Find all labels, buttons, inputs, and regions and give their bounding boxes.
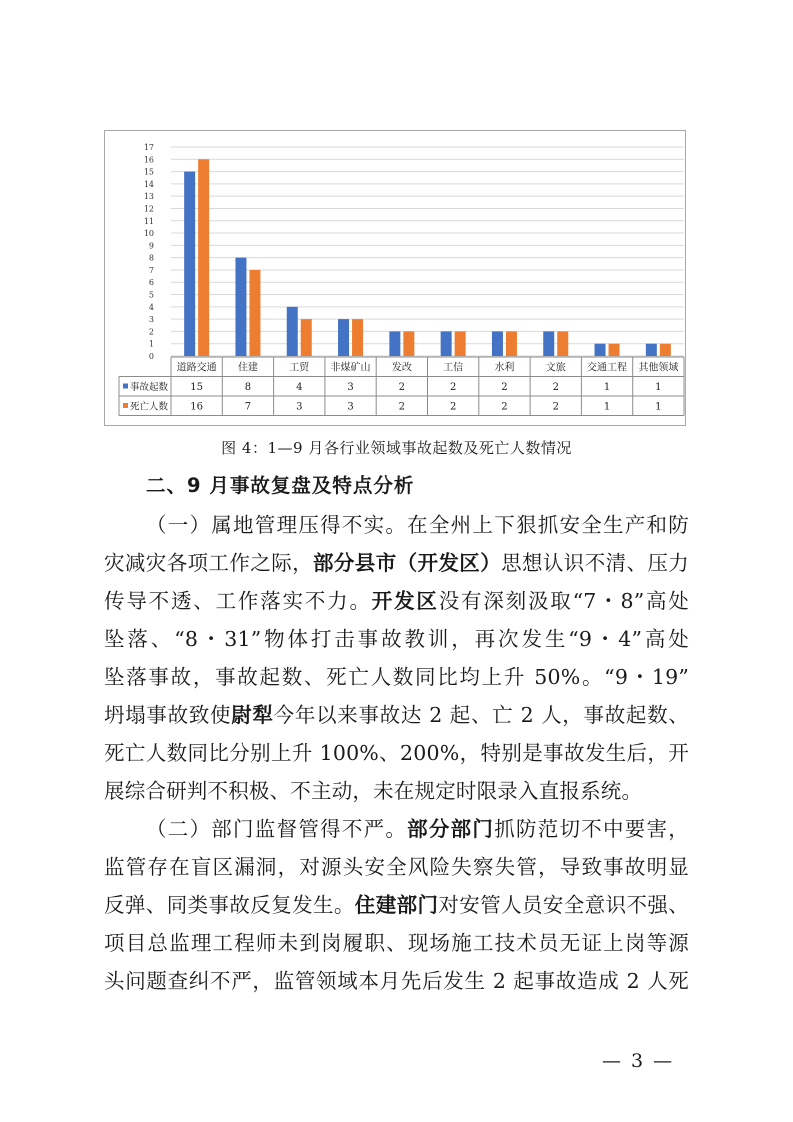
y-tick-label: 17 bbox=[143, 143, 154, 152]
text-run: （二）部门监督管得不严。 bbox=[146, 817, 408, 841]
paragraph-line bbox=[104, 546, 689, 576]
y-tick-label: 7 bbox=[148, 265, 154, 275]
category-label: 其他领域 bbox=[638, 362, 679, 374]
category-label: 非煤矿山 bbox=[330, 362, 371, 374]
paragraph-line bbox=[146, 508, 689, 538]
text-run: 灾减灾各项工作之际， bbox=[104, 551, 313, 575]
table-value: 2 bbox=[449, 382, 457, 393]
text-run: 传导不透、工作落实不力。 bbox=[104, 589, 372, 613]
paragraph-line bbox=[104, 698, 689, 728]
table-value: 2 bbox=[552, 382, 559, 393]
table-value: 4 bbox=[296, 382, 303, 393]
y-tick-label: 8 bbox=[148, 253, 154, 263]
bar-deaths bbox=[352, 319, 363, 356]
text-run: 坍塌事故致使 bbox=[104, 703, 232, 727]
paragraph-line bbox=[146, 812, 689, 842]
legend-key bbox=[123, 384, 128, 389]
table-value: 2 bbox=[398, 401, 406, 413]
legend-label: 事故起数 bbox=[130, 382, 169, 393]
bar-deaths bbox=[609, 344, 620, 356]
bar-accidents bbox=[235, 258, 246, 356]
text-run: 项目总监理工程师未到岗履职、现场施工技术员无证上岗等源 bbox=[104, 931, 689, 955]
bar-accidents bbox=[287, 307, 298, 356]
y-tick-label: 15 bbox=[143, 167, 154, 177]
y-tick-label: 11 bbox=[143, 216, 154, 226]
table-value: 15 bbox=[190, 382, 204, 393]
text-run: 死亡人数同比分别上升 100%、200%，特别是事故发生后，开 bbox=[104, 741, 689, 765]
table-value: 1 bbox=[603, 382, 611, 393]
bar-chart bbox=[105, 131, 685, 425]
emphasis-text: 部分部门 bbox=[407, 817, 495, 841]
bar-accidents bbox=[492, 331, 503, 356]
text-run: 没有深刻汲取“7・8”高处 bbox=[438, 589, 689, 613]
paragraph-line bbox=[104, 622, 689, 652]
text-run: 今年以来事故达 2 起、亡 2 人，事故起数、 bbox=[273, 703, 690, 727]
bar-deaths bbox=[506, 331, 517, 356]
bar-accidents bbox=[595, 344, 606, 356]
y-tick-label: 5 bbox=[148, 290, 154, 300]
bar-accidents bbox=[389, 331, 400, 356]
legend-key bbox=[123, 403, 128, 408]
paragraph-line bbox=[104, 774, 689, 804]
figure-caption: 图 4：1—9 月各行业领域事故起数及死亡人数情况 bbox=[221, 439, 572, 457]
bar-accidents bbox=[441, 331, 452, 356]
emphasis-text: 尉犁 bbox=[231, 703, 274, 727]
text-run: 坠落、“8・31”物体打击事故教训，再次发生“9・4”高处 bbox=[104, 627, 689, 651]
y-tick-label: 14 bbox=[143, 179, 154, 189]
text-run: 反弹、同类事故反复发生。 bbox=[104, 893, 355, 917]
table-value: 2 bbox=[449, 401, 457, 413]
y-tick-label: 0 bbox=[148, 352, 154, 361]
category-label: 发改 bbox=[391, 362, 412, 374]
bar-deaths bbox=[557, 331, 568, 356]
y-tick-label: 13 bbox=[143, 192, 154, 202]
table-value: 1 bbox=[655, 401, 662, 413]
text-run: 坠落事故，事故起数、死亡人数同比均上升 50%。“9・19” bbox=[104, 665, 689, 689]
paragraph-line bbox=[104, 964, 689, 994]
y-tick-label: 9 bbox=[148, 241, 154, 251]
emphasis-text: 开发区 bbox=[371, 589, 439, 613]
bar-deaths bbox=[660, 344, 671, 356]
table-value: 7 bbox=[244, 401, 252, 413]
text-run: 监管存在盲区漏洞，对源头安全风险失察失管，导致事故明显 bbox=[104, 855, 689, 879]
emphasis-text: 部分县市（开发区） bbox=[313, 551, 502, 575]
paragraph-line bbox=[104, 888, 689, 918]
category-label: 水利 bbox=[494, 362, 515, 374]
y-tick-label: 2 bbox=[148, 327, 154, 337]
table-value: 2 bbox=[552, 401, 559, 413]
page-number: — 3 — bbox=[602, 1050, 675, 1072]
table-value: 3 bbox=[347, 382, 354, 393]
paragraph-line bbox=[104, 660, 689, 690]
text-run: 思想认识不清、压力 bbox=[501, 551, 689, 575]
table-value: 1 bbox=[603, 401, 611, 413]
category-label: 文旅 bbox=[545, 362, 566, 374]
paragraph-line bbox=[104, 850, 689, 880]
bar-accidents bbox=[646, 344, 657, 356]
legend-label: 死亡人数 bbox=[130, 401, 169, 413]
text-run: 对安管人员安全意识不强、 bbox=[438, 893, 689, 917]
bar-deaths bbox=[455, 331, 466, 356]
paragraph-line bbox=[104, 926, 689, 956]
bar-accidents bbox=[543, 331, 554, 356]
bar-deaths bbox=[403, 331, 414, 356]
category-label: 住建 bbox=[237, 362, 258, 374]
y-tick-label: 4 bbox=[148, 302, 154, 312]
paragraph-line bbox=[104, 736, 689, 766]
text-run: 展综合研判不积极、不主动，未在规定时限录入直报系统。 bbox=[104, 779, 643, 803]
y-tick-label: 16 bbox=[143, 155, 154, 165]
y-tick-label: 12 bbox=[143, 204, 154, 214]
category-label: 工信 bbox=[443, 362, 464, 374]
bar-deaths bbox=[301, 319, 312, 356]
table-value: 3 bbox=[296, 401, 303, 413]
table-value: 3 bbox=[347, 401, 354, 413]
paragraph-line bbox=[104, 584, 689, 614]
bar-deaths bbox=[249, 270, 260, 356]
bar-deaths bbox=[198, 159, 209, 356]
emphasis-text: 住建部门 bbox=[354, 893, 439, 917]
y-tick-label: 10 bbox=[143, 229, 154, 239]
table-value: 2 bbox=[501, 382, 508, 393]
text-run: 抓防范切不中要害， bbox=[494, 817, 689, 841]
y-tick-label: 1 bbox=[148, 339, 154, 349]
table-value: 2 bbox=[398, 382, 406, 393]
y-tick-label: 6 bbox=[148, 278, 154, 288]
bar-accidents bbox=[338, 319, 349, 356]
table-value: 8 bbox=[244, 382, 252, 393]
category-label: 交通工程 bbox=[587, 362, 628, 374]
section-heading: 二、9 月事故复盘及特点分析 bbox=[146, 474, 415, 497]
table-value: 16 bbox=[190, 401, 204, 413]
table-value: 2 bbox=[501, 401, 508, 413]
text-run: 头问题查纠不严，监管领域本月先后发生 2 起事故造成 2 人死 bbox=[104, 969, 689, 993]
text-run: （一）属地管理压得不实。在全州上下狠抓安全生产和防 bbox=[146, 513, 689, 537]
chart-frame bbox=[104, 130, 686, 426]
category-label: 工贸 bbox=[289, 362, 310, 374]
y-tick-label: 3 bbox=[148, 315, 154, 325]
category-label: 道路交通 bbox=[176, 362, 217, 374]
table-value: 1 bbox=[655, 382, 662, 393]
bar-accidents bbox=[184, 172, 195, 356]
